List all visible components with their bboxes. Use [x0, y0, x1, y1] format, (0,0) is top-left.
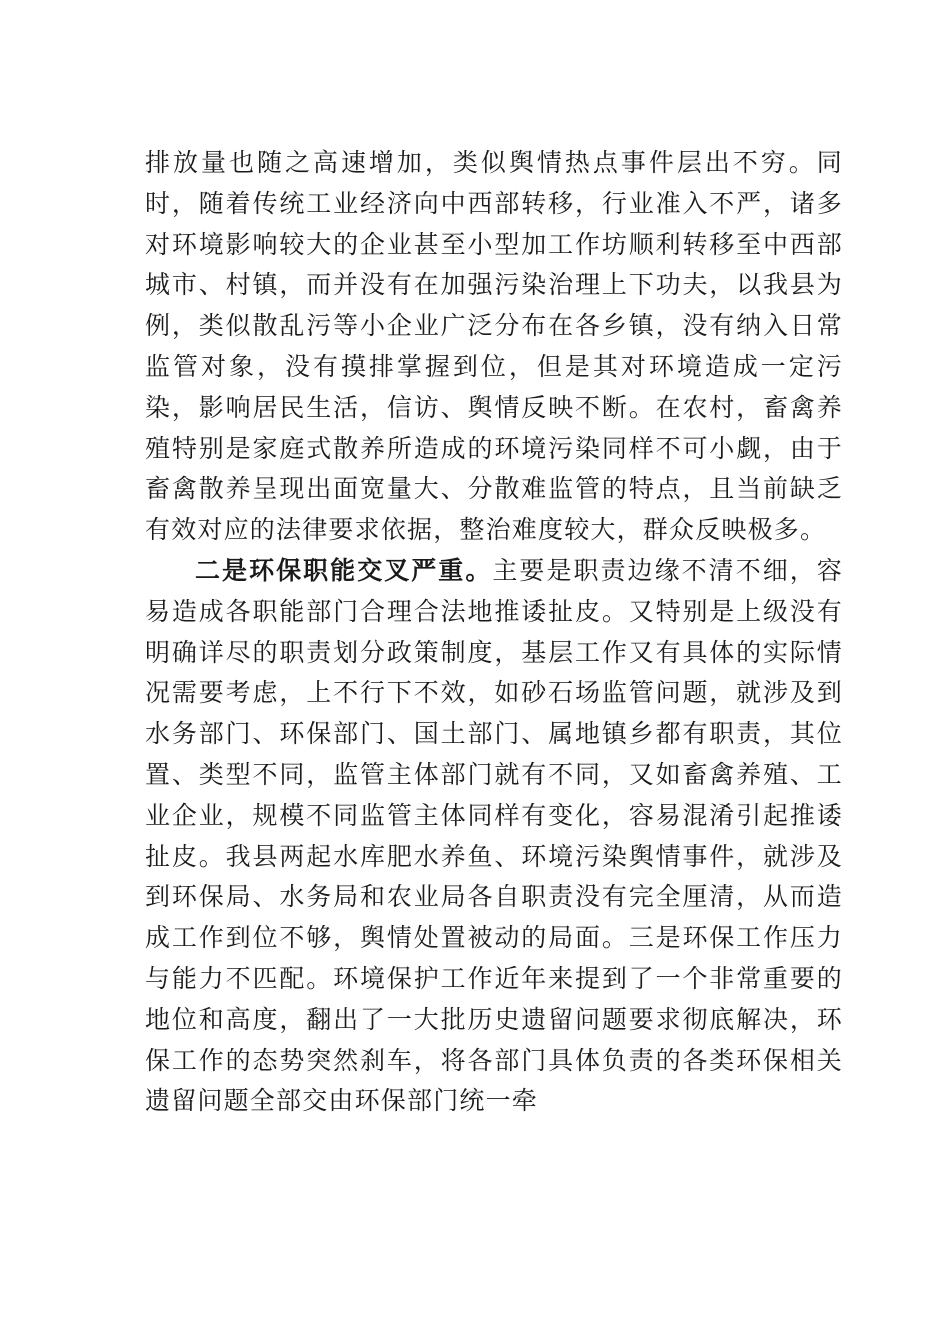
- paragraph-2-heading: 二是环保职能交叉严重。: [195, 555, 493, 585]
- paragraph-2-body: 主要是职责边缘不清不细，容易造成各职能部门合理合法地推诿扯皮。又特别是上级没有明确详尽的职责划分政策制度，基层工作又有具体的实际情况需要考虑，上不行下不效，如砂石场监管问题，就涉及到水务部门、环保部门、国土部门、属地镇乡都有职责，其位置、类型不同，监管主体部门就有不同，又如畜禽养殖、工业企业，规模不同监管主体同样有变化，容易混淆引起推诿扯皮。我县两起水库肥水养鱼、环境污染舆情事件，就涉及到环保局、水务局和农业局各自职责没有完全厘清，从而造成工作到位不够，舆情处置被动的局面。三是环保工作压力与能力不匹配。环境保护工作近年来提到了一个非常重要的地位和高度，翻出了一大批历史遗留问题要求彻底解决，环保工作的态势突然刹车，将各部门具体负责的各类环保相关遗留问题全部交由环保部门统一牵: [145, 555, 844, 1116]
- paragraph-2: [145, 551, 843, 1122]
- document-body: [145, 143, 843, 1122]
- paragraph-1: 排放量也随之高速增加，类似舆情热点事件层出不穷。同时，随着传统工业经济向中西部转移，行业准入不严，诸多对环境影响较大的企业甚至小型加工作坊顺利转移至中西部城市、村镇，而并没有在加强污染治理上下功夫，以我县为例，类似散乱污等小企业广泛分布在各乡镇，没有纳入日常监管对象，没有摸排掌握到位，但是其对环境造成一定污染，影响居民生活，信访、舆情反映不断。在农村，畜禽养殖特别是家庭式散养所造成的环境污染同样不可小觑，由于畜禽散养呈现出面宽量大、分散难监管的特点，且当前缺乏有效对应的法律要求依据，整治难度较大，群众反映极多。: [145, 148, 843, 545]
